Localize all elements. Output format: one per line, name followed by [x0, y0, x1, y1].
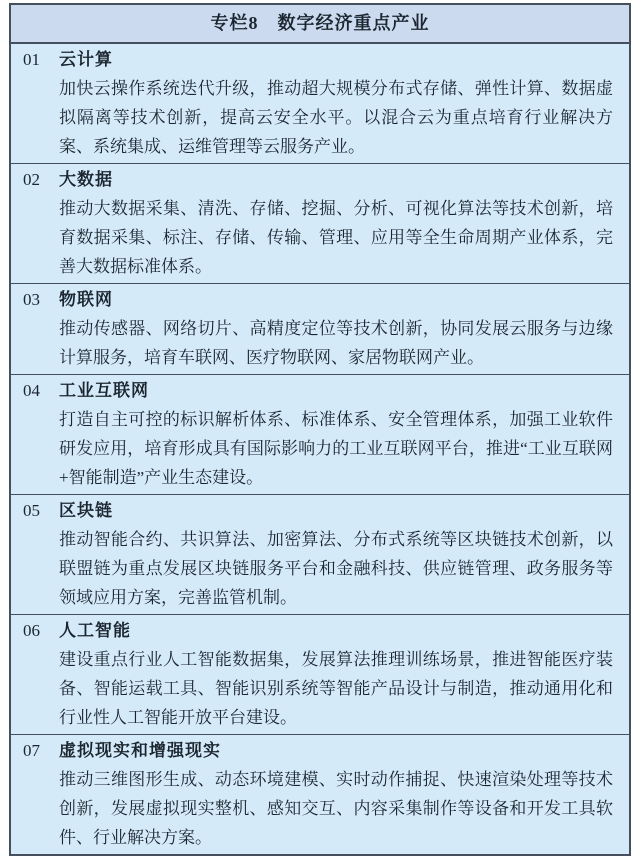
industry-row-industrial-internet — [11, 375, 629, 495]
industry-row-big-data — [11, 164, 629, 284]
industry-row-iot — [11, 284, 629, 375]
row-number: 04 — [23, 381, 40, 400]
row-title: 区块链 — [59, 501, 113, 520]
row-title: 云计算 — [59, 50, 113, 69]
row-head — [23, 165, 613, 194]
row-description: 推动三维图形生成、动态环境建模、实时动作捕捉、快速渲染处理等技术创新，发展虚拟现实整机、感知交互、内容采集制作等设备和开发工具软件、行业解决方案。 — [59, 770, 613, 847]
row-title: 大数据 — [59, 170, 113, 189]
industry-row-vr-ar — [11, 735, 629, 854]
row-number: 06 — [23, 621, 40, 640]
industry-row-blockchain — [11, 495, 629, 615]
row-description: 打造自主可控的标识解析体系、标准体系、安全管理体系，加强工业软件研发应用，培育形成具有国际影响力的工业互联网平台，推进“工业互联网+智能制造”产业生态建设。 — [59, 410, 613, 487]
row-number: 02 — [23, 170, 40, 189]
row-head — [23, 285, 613, 314]
row-title: 工业互联网 — [59, 381, 149, 400]
row-head — [23, 736, 613, 765]
industry-row-ai — [11, 615, 629, 735]
row-description: 加快云操作系统迭代升级，推动超大规模分布式存储、弹性计算、数据虚拟隔离等技术创新，提高云安全水平。以混合云为重点培育行业解决方案、系统集成、运维管理等云服务产业。 — [59, 79, 613, 156]
row-head — [23, 376, 613, 405]
row-head — [23, 616, 613, 645]
row-title: 物联网 — [59, 290, 113, 309]
row-description: 建设重点行业人工智能数据集，发展算法推理训练场景，推进智能医疗装备、智能运载工具、智能识别系统等智能产品设计与制造，推动通用化和行业性人工智能开放平台建设。 — [59, 650, 613, 727]
row-number: 01 — [23, 50, 40, 69]
row-title: 人工智能 — [59, 621, 131, 640]
industry-row-cloud-computing — [11, 44, 629, 164]
row-description: 推动传感器、网络切片、高精度定位等技术创新，协同发展云服务与边缘计算服务，培育车联网、医疗物联网、家居物联网产业。 — [59, 319, 613, 367]
row-title: 虚拟现实和增强现实 — [59, 741, 221, 760]
row-description: 推动智能合约、共识算法、加密算法、分布式系统等区块链技术创新，以联盟链为重点发展区块链服务平台和金融科技、供应链管理、政务服务等领域应用方案，完善监管机制。 — [59, 530, 613, 607]
box-title: 专栏8 数字经济重点产业 — [11, 5, 629, 44]
row-description: 推动大数据采集、清洗、存储、挖掘、分析、可视化算法等技术创新，培育数据采集、标注、存储、传输、管理、应用等全生命周期产业体系，完善大数据标准体系。 — [59, 199, 613, 276]
row-number: 03 — [23, 290, 40, 309]
column-box — [9, 3, 631, 856]
row-head — [23, 45, 613, 74]
row-number: 07 — [23, 741, 40, 760]
row-head — [23, 496, 613, 525]
row-number: 05 — [23, 501, 40, 520]
